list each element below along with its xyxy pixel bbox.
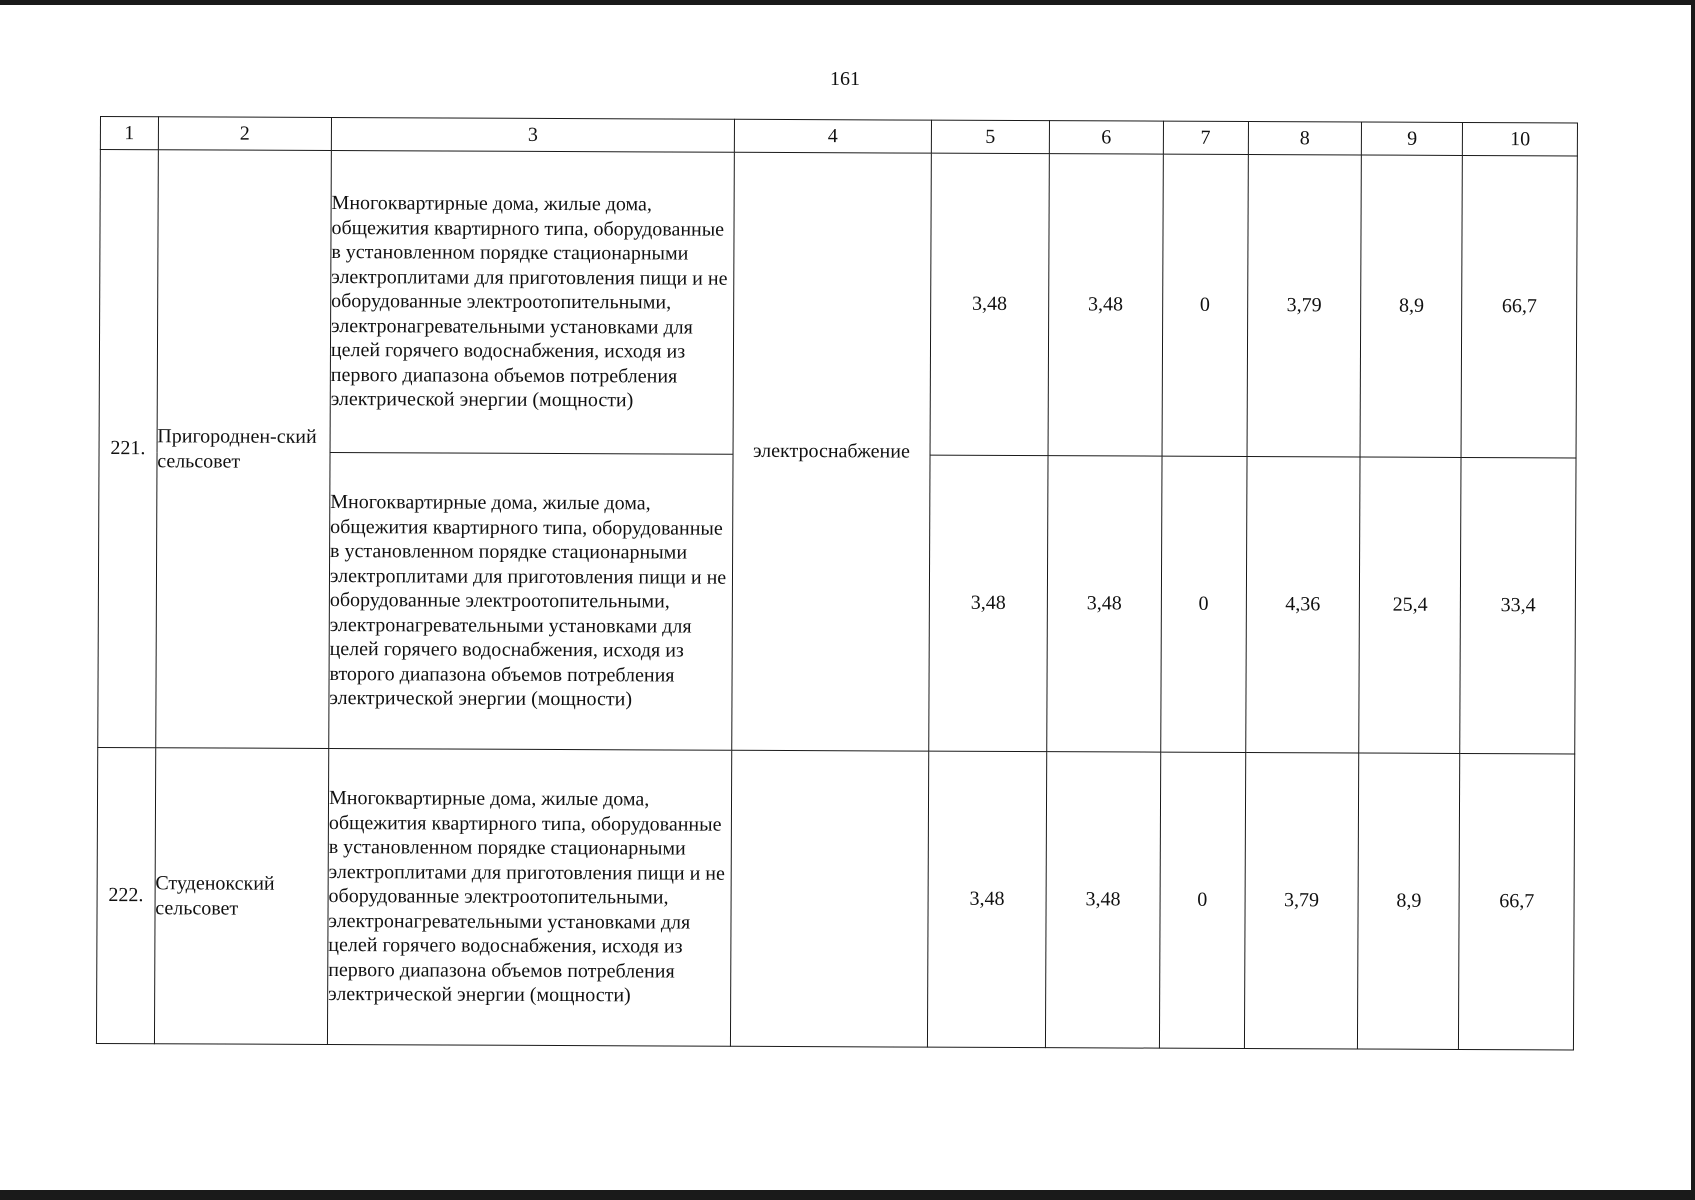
value-col-10: 33,4 — [1460, 457, 1576, 753]
column-header-6: 6 — [1050, 121, 1164, 154]
consumer-category: Многоквартирные дома, жилые дома, общежития квартирного типа, оборудованные в установленном порядке стационарными электроплитами для приготовления пищи и не оборудованные электроотопительными, электронагревательными установками для целей горячего водоснабжения, исходя из второго диапазона объемов потребления электрической энергии (мощности) — [329, 453, 733, 751]
value-col-5: 3,48 — [927, 751, 1047, 1048]
settlement-name: Пригороднен-ский сельсовет — [155, 150, 331, 749]
scan-edge-bottom — [0, 1190, 1695, 1200]
row-number: 222. — [96, 747, 155, 1043]
column-header-10: 10 — [1463, 122, 1578, 155]
table-row — [99, 150, 1577, 458]
column-header-1: 1 — [100, 117, 158, 150]
table-row — [96, 747, 1574, 1049]
column-header-3: 3 — [331, 118, 734, 153]
page-number: 161 — [830, 68, 860, 90]
service-type — [731, 750, 929, 1047]
consumer-category: Многоквартирные дома, жилые дома, общежития квартирного типа, оборудованные в установленном порядке стационарными электроплитами для приготовления пищи и не оборудованные электроотопительными, электронагревательными установками для целей горячего водоснабжения, исходя из первого диапазона объемов потребления электрической энергии (мощности) — [330, 151, 734, 455]
tariff-table — [96, 116, 1578, 1050]
value-col-7: 0 — [1160, 456, 1246, 752]
value-col-6: 3,48 — [1047, 456, 1162, 752]
column-header-8: 8 — [1248, 122, 1362, 155]
value-col-6: 3,48 — [1046, 752, 1161, 1048]
value-col-9: 8,9 — [1360, 155, 1463, 457]
value-col-8: 3,79 — [1244, 753, 1359, 1049]
scan-edge-top — [0, 0, 1695, 5]
column-header-2: 2 — [158, 117, 331, 151]
value-col-9: 25,4 — [1359, 457, 1462, 753]
value-col-7: 0 — [1159, 752, 1245, 1048]
scan-edge-right — [1691, 0, 1695, 1200]
service-type: электроснабжение — [732, 152, 931, 751]
value-col-7: 0 — [1162, 154, 1248, 456]
value-col-9: 8,9 — [1358, 753, 1461, 1049]
value-col-10: 66,7 — [1459, 753, 1575, 1049]
value-col-6: 3,48 — [1048, 154, 1163, 456]
column-header-4: 4 — [734, 119, 931, 153]
column-header-9: 9 — [1361, 122, 1462, 155]
value-col-10: 66,7 — [1461, 155, 1577, 457]
value-col-8: 4,36 — [1245, 457, 1360, 753]
settlement-name: Студенокский сельсовет — [154, 748, 329, 1045]
column-header-7: 7 — [1163, 121, 1248, 154]
row-number: 221. — [98, 150, 158, 748]
value-col-5: 3,48 — [930, 153, 1050, 456]
consumer-category: Многоквартирные дома, жилые дома, общежития квартирного типа, оборудованные в установленном порядке стационарными электроплитами для приготовления пищи и не оборудованные электроотопительными, электронагревательными установками для целей горячего водоснабжения, исходя из первого диапазона объемов потребления электрической энергии (мощности) — [327, 749, 731, 1047]
column-header-5: 5 — [931, 120, 1050, 154]
value-col-5: 3,48 — [928, 455, 1048, 752]
value-col-8: 3,79 — [1247, 155, 1362, 457]
